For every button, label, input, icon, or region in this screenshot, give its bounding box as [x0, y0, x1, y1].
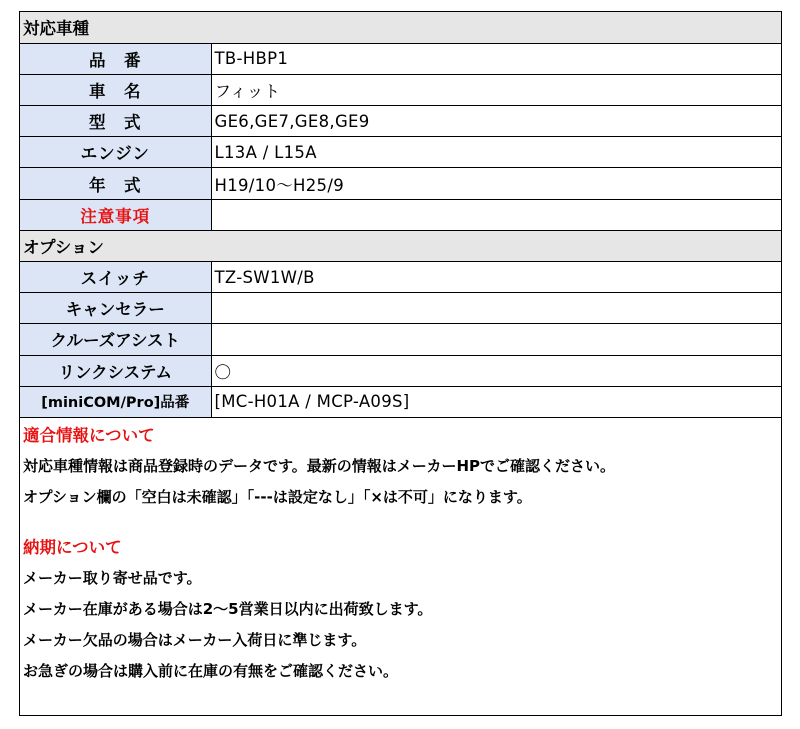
spacer [23, 513, 778, 532]
section-row-option [20, 230, 781, 261]
table-row [20, 324, 781, 355]
value-link-system: 〇 [211, 355, 781, 386]
label-part-number: 品 番 [20, 43, 211, 74]
label-year: 年 式 [20, 168, 211, 199]
label-minicom-part: [miniCOM/Pro]品番 [20, 386, 211, 417]
notes-section [20, 418, 781, 687]
table-row [20, 293, 781, 324]
table-row [20, 106, 781, 137]
value-switch: TZ-SW1W/B [211, 262, 781, 293]
value-model-code: GE6,GE7,GE8,GE9 [211, 106, 781, 137]
section-title-vehicle: 対応車種 [20, 12, 781, 43]
value-engine: L13A / L15A [211, 137, 781, 168]
table-row [20, 355, 781, 386]
fit-info-line: オプション欄の「空白は未確認」「---は設定なし」「×は不可」になります。 [23, 487, 532, 506]
label-car-name: 車 名 [20, 74, 211, 105]
delivery-line: メーカー欠品の場合はメーカー入荷日に準じます。 [23, 630, 367, 649]
table-row [20, 168, 781, 199]
value-cruise-assist [211, 324, 781, 355]
section-title-option: オプション [20, 230, 781, 261]
table-row [20, 43, 781, 74]
table-row [20, 74, 781, 105]
spec-table [20, 12, 781, 418]
label-engine: エンジン [20, 137, 211, 168]
value-car-name: フィット [211, 74, 781, 105]
delivery-heading: 納期について [23, 537, 122, 557]
value-year: H19/10〜H25/9 [211, 168, 781, 199]
fit-info-line: 対応車種情報は商品登録時のデータです。最新の情報はメーカーHPでご確認ください。 [23, 456, 616, 475]
delivery-line: メーカー取り寄せ品です。 [23, 568, 202, 587]
value-minicom-part: [MC-H01A / MCP-A09S] [211, 386, 781, 417]
product-info-box [19, 11, 782, 716]
value-canceller [211, 293, 781, 324]
label-caution: 注意事項 [20, 199, 211, 230]
table-row [20, 137, 781, 168]
delivery-line: お急ぎの場合は購入前に在庫の有無をご確認ください。 [23, 661, 399, 680]
fit-info-heading: 適合情報について [23, 425, 155, 445]
table-row [20, 199, 781, 230]
label-model-code: 型 式 [20, 106, 211, 137]
label-cruise-assist: クルーズアシスト [20, 324, 211, 355]
delivery-line: メーカー在庫がある場合は2〜5営業日以内に出荷致します。 [23, 599, 433, 618]
table-row [20, 262, 781, 293]
label-link-system: リンクシステム [20, 355, 211, 386]
value-caution [211, 199, 781, 230]
label-switch: スイッチ [20, 262, 211, 293]
table-row [20, 386, 781, 417]
label-canceller: キャンセラー [20, 293, 211, 324]
section-row-vehicle [20, 12, 781, 43]
value-part-number: TB-HBP1 [211, 43, 781, 74]
